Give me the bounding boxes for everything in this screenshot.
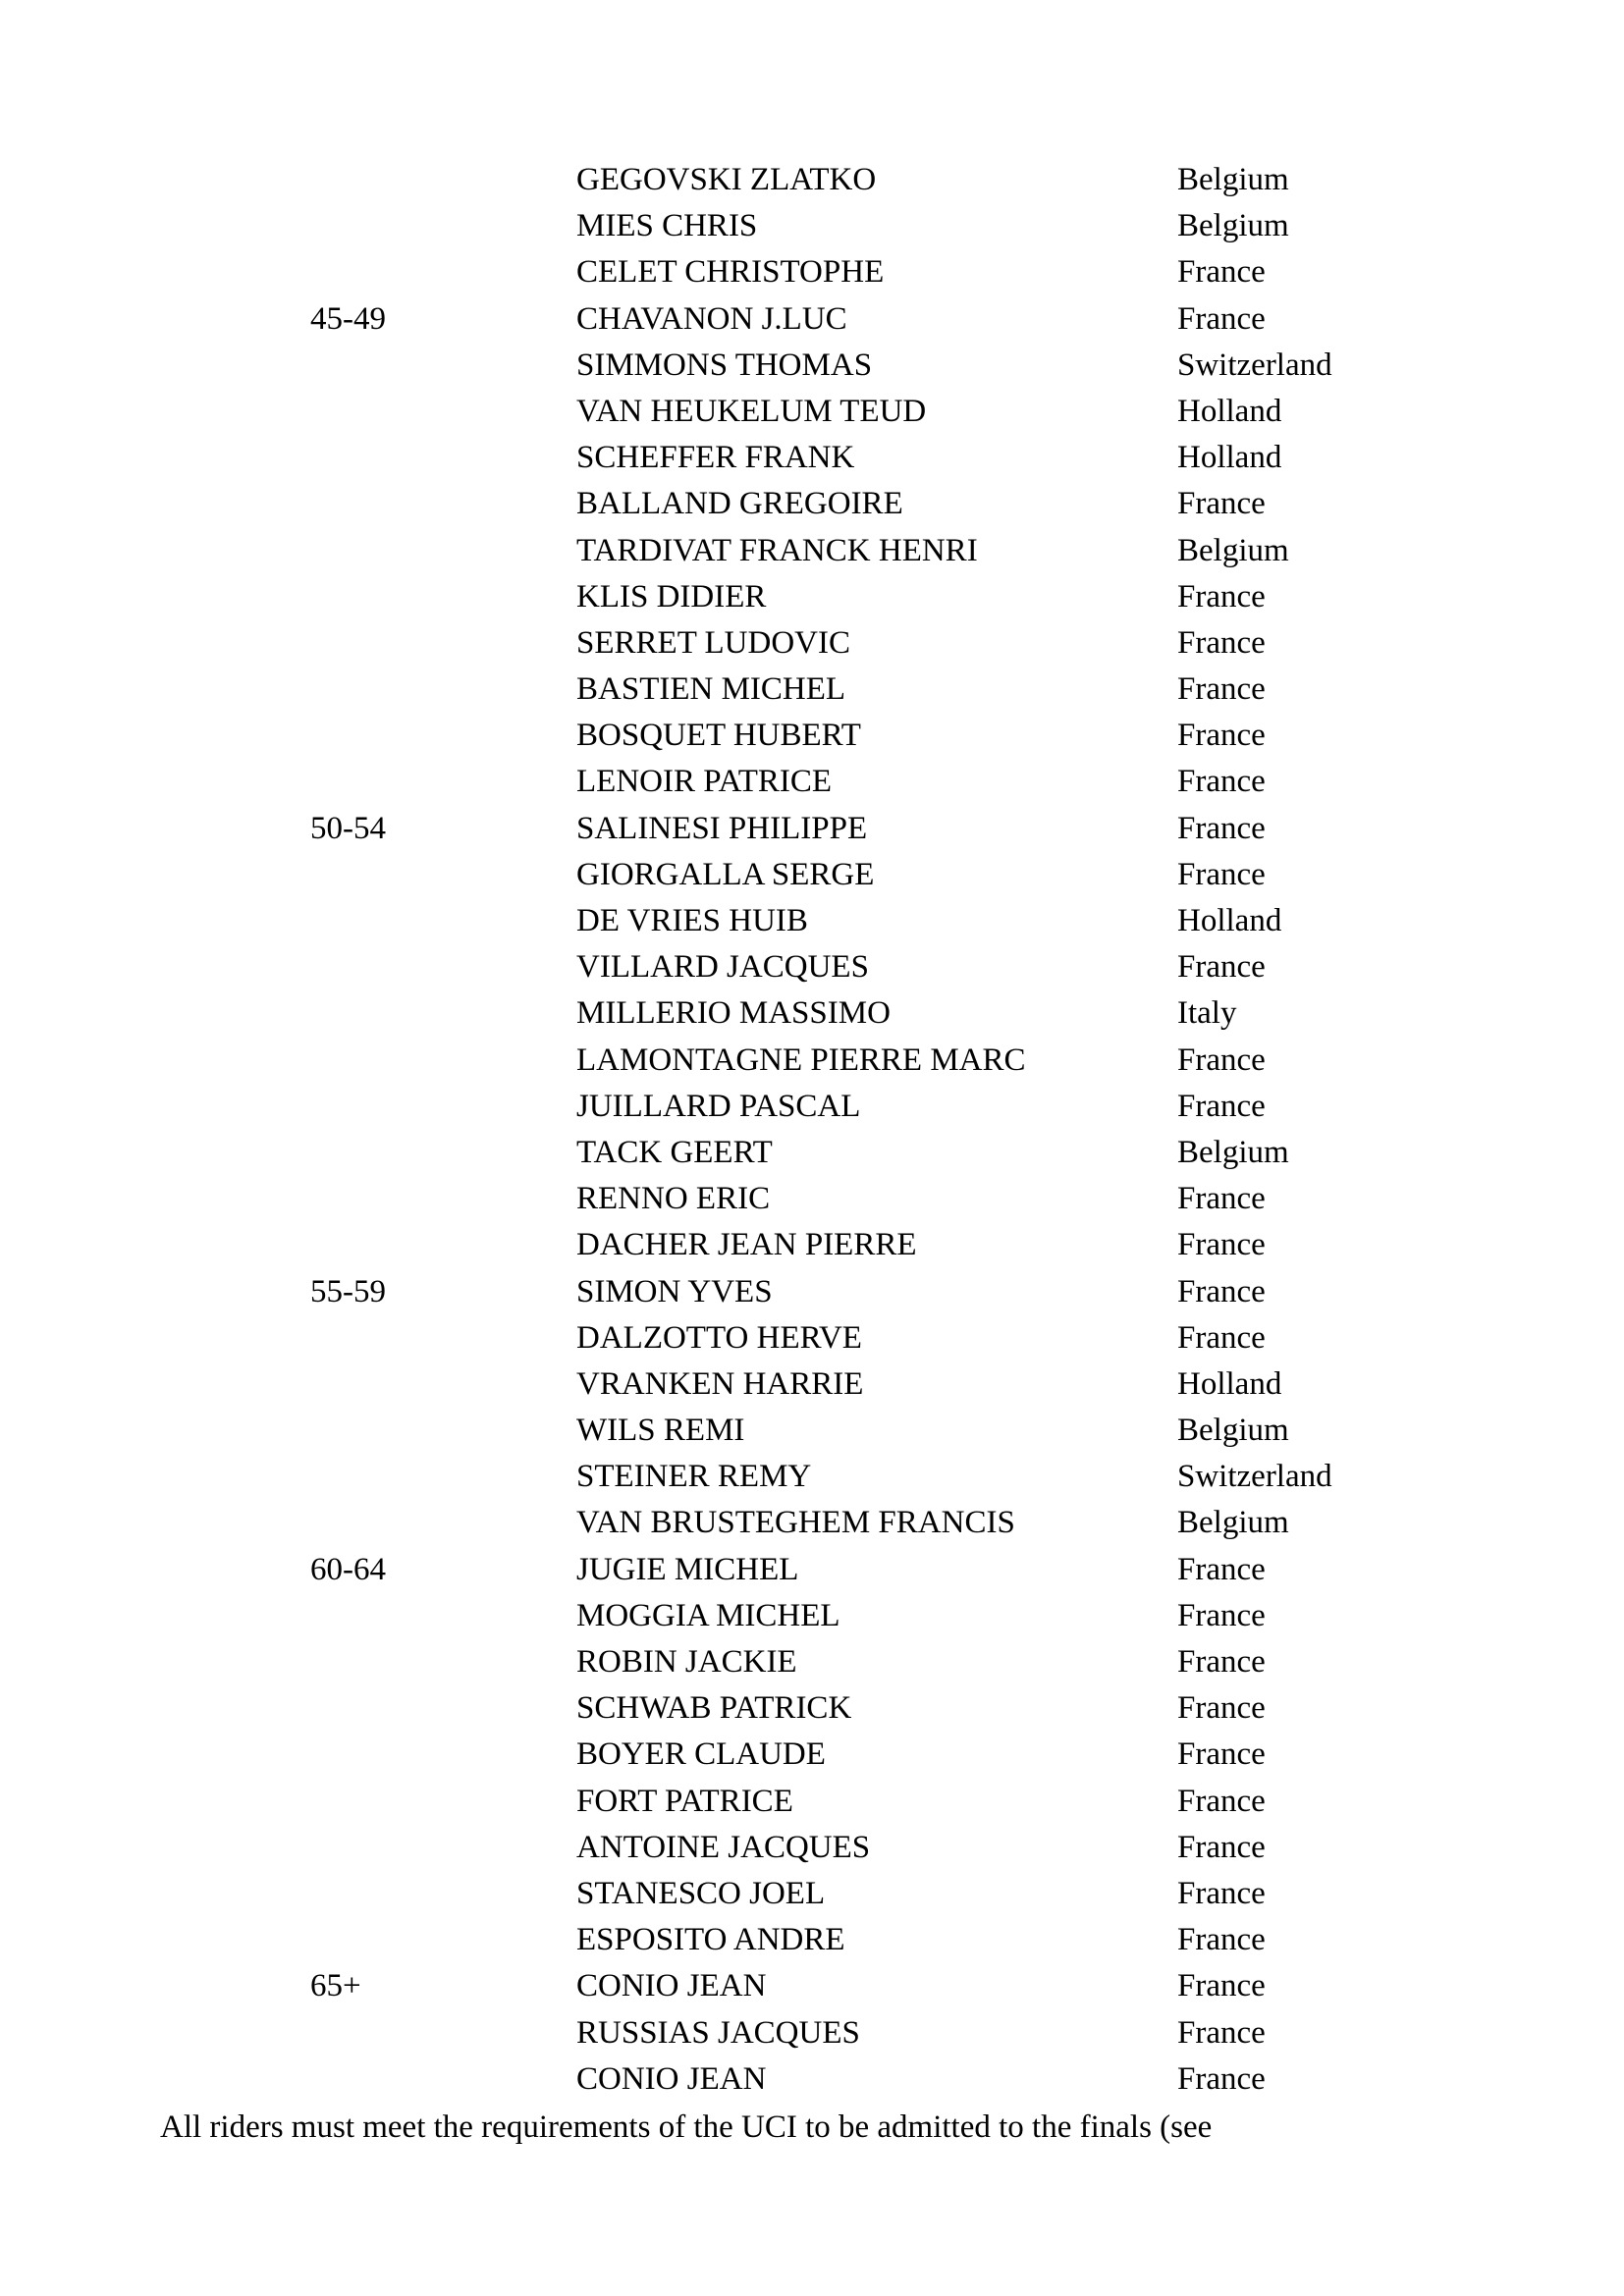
rider-row	[0, 898, 1624, 944]
rider-country: France	[1177, 1736, 1266, 1773]
rider-row	[0, 1547, 1624, 1593]
rider-row	[0, 806, 1624, 852]
rider-row	[0, 852, 1624, 898]
rider-row	[0, 1269, 1624, 1315]
rider-country: France	[1177, 1690, 1266, 1727]
rider-country: Belgium	[1177, 1134, 1289, 1170]
rider-country: France	[1177, 1041, 1266, 1078]
rider-name: LENOIR PATRICE	[576, 764, 833, 800]
rider-row	[0, 574, 1624, 620]
rider-name: RUSSIAS JACQUES	[576, 2014, 860, 2051]
rider-country: France	[1177, 1644, 1266, 1680]
rider-country: France	[1177, 2014, 1266, 2051]
rider-country: Italy	[1177, 995, 1237, 1032]
rider-country: France	[1177, 1088, 1266, 1124]
rider-row	[0, 528, 1624, 574]
rider-name: MIES CHRIS	[576, 208, 758, 244]
rider-name: VAN HEUKELUM TEUD	[576, 393, 927, 429]
rider-row	[0, 759, 1624, 805]
rider-name: VAN BRUSTEGHEM FRANCIS	[576, 1505, 1015, 1541]
rider-name: GIORGALLA SERGE	[576, 856, 875, 892]
age-category: 60-64	[310, 1551, 386, 1587]
footer-note: All riders must meet the requirements of the UCI to be admitted to the finals (see	[160, 2109, 1213, 2145]
rider-name: FORT PATRICE	[576, 1783, 793, 1819]
rider-country: France	[1177, 1227, 1266, 1263]
rider-name: VILLARD JACQUES	[576, 949, 869, 986]
rider-row	[0, 1454, 1624, 1500]
rider-country: France	[1177, 1181, 1266, 1217]
rider-country: France	[1177, 764, 1266, 800]
rider-row	[0, 1084, 1624, 1130]
rider-country: France	[1177, 1319, 1266, 1356]
rider-country: France	[1177, 300, 1266, 337]
rider-name: SIMON YVES	[576, 1273, 773, 1309]
rider-row	[0, 667, 1624, 713]
rider-country: Belgium	[1177, 1413, 1289, 1449]
rider-list	[0, 157, 1624, 2103]
rider-row	[0, 1825, 1624, 1871]
rider-row	[0, 1685, 1624, 1732]
rider-row	[0, 944, 1624, 990]
rider-country: Belgium	[1177, 532, 1289, 568]
rider-country: France	[1177, 1829, 1266, 1865]
rider-row	[0, 1917, 1624, 1963]
rider-country: Switzerland	[1177, 347, 1332, 383]
rider-country: France	[1177, 671, 1266, 708]
rider-row	[0, 1130, 1624, 1176]
rider-name: JUGIE MICHEL	[576, 1551, 799, 1587]
rider-country: France	[1177, 1922, 1266, 1958]
rider-country: France	[1177, 1968, 1266, 2004]
rider-name: GEGOVSKI ZLATKO	[576, 162, 877, 197]
rider-name: RENNO ERIC	[576, 1181, 771, 1217]
rider-name: DE VRIES HUIB	[576, 903, 808, 938]
rider-row	[0, 157, 1624, 203]
rider-country: Belgium	[1177, 1505, 1289, 1541]
rider-name: SALINESI PHILIPPE	[576, 810, 868, 846]
rider-row	[0, 1871, 1624, 1917]
rider-row	[0, 1315, 1624, 1362]
rider-name: TACK GEERT	[576, 1134, 773, 1170]
rider-country: France	[1177, 486, 1266, 522]
rider-row	[0, 481, 1624, 527]
rider-name: SCHEFFER FRANK	[576, 440, 855, 476]
rider-country: Holland	[1177, 1365, 1282, 1402]
rider-name: CELET CHRISTOPHE	[576, 254, 885, 291]
rider-country: France	[1177, 810, 1266, 846]
rider-name: LAMONTAGNE PIERRE MARC	[576, 1041, 1026, 1078]
rider-name: WILS REMI	[576, 1413, 745, 1449]
rider-row	[0, 713, 1624, 759]
rider-name: TARDIVAT FRANCK HENRI	[576, 532, 978, 568]
rider-name: STEINER REMY	[576, 1459, 812, 1495]
rider-row	[0, 435, 1624, 481]
rider-row	[0, 343, 1624, 389]
rider-row	[0, 1222, 1624, 1268]
rider-row	[0, 1038, 1624, 1084]
rider-name: KLIS DIDIER	[576, 578, 767, 614]
rider-country: France	[1177, 1783, 1266, 1819]
rider-name: ESPOSITO ANDRE	[576, 1922, 845, 1958]
rider-country: France	[1177, 1551, 1266, 1587]
rider-row	[0, 389, 1624, 435]
age-category: 50-54	[310, 810, 386, 846]
age-category: 65+	[310, 1968, 361, 2004]
rider-name: CONIO JEAN	[576, 2060, 767, 2097]
rider-row	[0, 1176, 1624, 1222]
rider-row	[0, 1408, 1624, 1454]
rider-name: STANESCO JOEL	[576, 1875, 826, 1911]
rider-name: ROBIN JACKIE	[576, 1644, 797, 1680]
age-category: 55-59	[310, 1273, 386, 1309]
rider-name: BASTIEN MICHEL	[576, 671, 846, 708]
rider-row	[0, 296, 1624, 343]
rider-name: DALZOTTO HERVE	[576, 1319, 862, 1356]
rider-name: CHAVANON J.LUC	[576, 300, 847, 337]
rider-name: SERRET LUDOVIC	[576, 624, 850, 661]
rider-row	[0, 990, 1624, 1037]
rider-name: SIMMONS THOMAS	[576, 347, 873, 383]
rider-name: BALLAND GREGOIRE	[576, 486, 903, 522]
rider-name: SCHWAB PATRICK	[576, 1690, 852, 1727]
rider-row	[0, 1362, 1624, 1408]
rider-row	[0, 2010, 1624, 2056]
rider-row	[0, 1779, 1624, 1825]
rider-country: Holland	[1177, 440, 1282, 476]
rider-row	[0, 249, 1624, 295]
rider-country: France	[1177, 624, 1266, 661]
rider-name: BOSQUET HUBERT	[576, 718, 861, 754]
rider-row	[0, 1593, 1624, 1639]
rider-name: MOGGIA MICHEL	[576, 1597, 840, 1633]
age-category: 45-49	[310, 300, 386, 337]
rider-country: Belgium	[1177, 208, 1289, 244]
rider-country: France	[1177, 718, 1266, 754]
rider-row	[0, 2056, 1624, 2103]
rider-row	[0, 1732, 1624, 1778]
rider-country: France	[1177, 949, 1266, 986]
rider-country: Switzerland	[1177, 1459, 1332, 1495]
rider-country: France	[1177, 254, 1266, 291]
rider-country: France	[1177, 1875, 1266, 1911]
rider-name: MILLERIO MASSIMO	[576, 995, 891, 1032]
rider-country: France	[1177, 856, 1266, 892]
rider-row	[0, 203, 1624, 249]
rider-name: VRANKEN HARRIE	[576, 1365, 864, 1402]
rider-country: France	[1177, 2060, 1266, 2097]
rider-name: JUILLARD PASCAL	[576, 1088, 861, 1124]
rider-country: Holland	[1177, 903, 1282, 938]
rider-row	[0, 1963, 1624, 2009]
rider-name: ANTOINE JACQUES	[576, 1829, 871, 1865]
rider-name: BOYER CLAUDE	[576, 1736, 826, 1773]
rider-row	[0, 1500, 1624, 1546]
rider-country: France	[1177, 1273, 1266, 1309]
rider-country: France	[1177, 1597, 1266, 1633]
rider-country: France	[1177, 578, 1266, 614]
rider-name: CONIO JEAN	[576, 1968, 767, 2004]
rider-name: DACHER JEAN PIERRE	[576, 1227, 917, 1263]
rider-row	[0, 1639, 1624, 1685]
rider-row	[0, 620, 1624, 667]
rider-country: Holland	[1177, 393, 1282, 429]
rider-country: Belgium	[1177, 162, 1289, 197]
